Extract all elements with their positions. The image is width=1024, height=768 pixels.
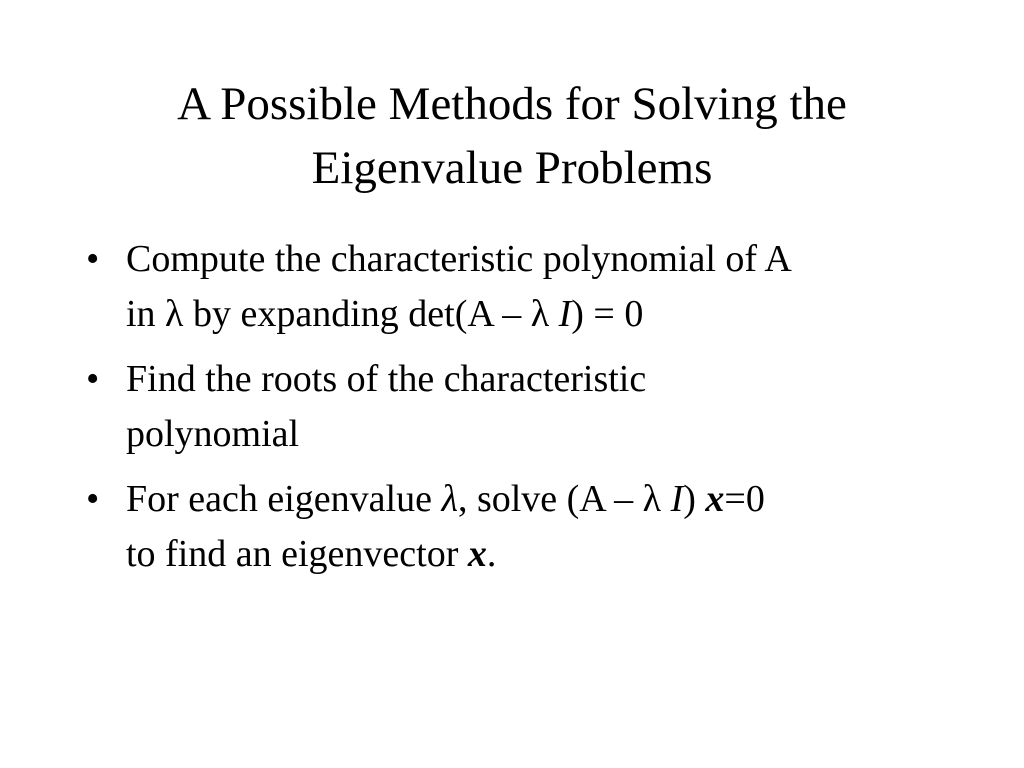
slide-title-line-2: Eigenvalue Problems [311,142,713,194]
vector-x-symbol: x [467,533,487,575]
bullet-3-line-1-close: ) [683,478,706,520]
bullet-3-line-1-end: =0 [724,478,765,520]
bullet-3-line-2-end: . [486,533,497,575]
bullet-item-eigenvector [86,472,946,582]
slide-title [60,72,964,200]
bullet-item-find-roots [86,352,946,462]
bullet-item-characteristic-polynomial [86,232,946,342]
bullet-1-line-2-end: ) = 0 [571,293,644,335]
vector-x-symbol: x [705,478,725,520]
bullet-1-line-1: Compute the characteristic polynomial of A [126,238,792,280]
bullet-3-line-1 [126,472,946,527]
bullet-3-line-1-text: For each eigenvalue [126,478,442,520]
lambda-symbol: λ [441,478,458,520]
bullet-dot-icon: • [86,238,100,280]
slide-title-line-1: A Possible Methods for Solving the [177,78,847,130]
bullet-list [86,232,946,592]
bullet-2-line-1: Find the roots of the characteristic [126,358,647,400]
identity-matrix-symbol: I [558,293,572,335]
bullet-1-line-2-text: in λ by expanding det(A – λ [126,293,559,335]
bullet-3-line-1-middle: , solve (A – λ [457,478,671,520]
bullet-dot-icon: • [86,358,100,400]
bullet-dot-icon: • [86,478,100,520]
identity-matrix-symbol: I [670,478,684,520]
bullet-2-line-2: polynomial [126,413,300,455]
bullet-1-line-2 [126,287,946,342]
bullet-3-line-2-text: to find an eigenvector [126,533,468,575]
bullet-3-line-2 [126,527,946,582]
